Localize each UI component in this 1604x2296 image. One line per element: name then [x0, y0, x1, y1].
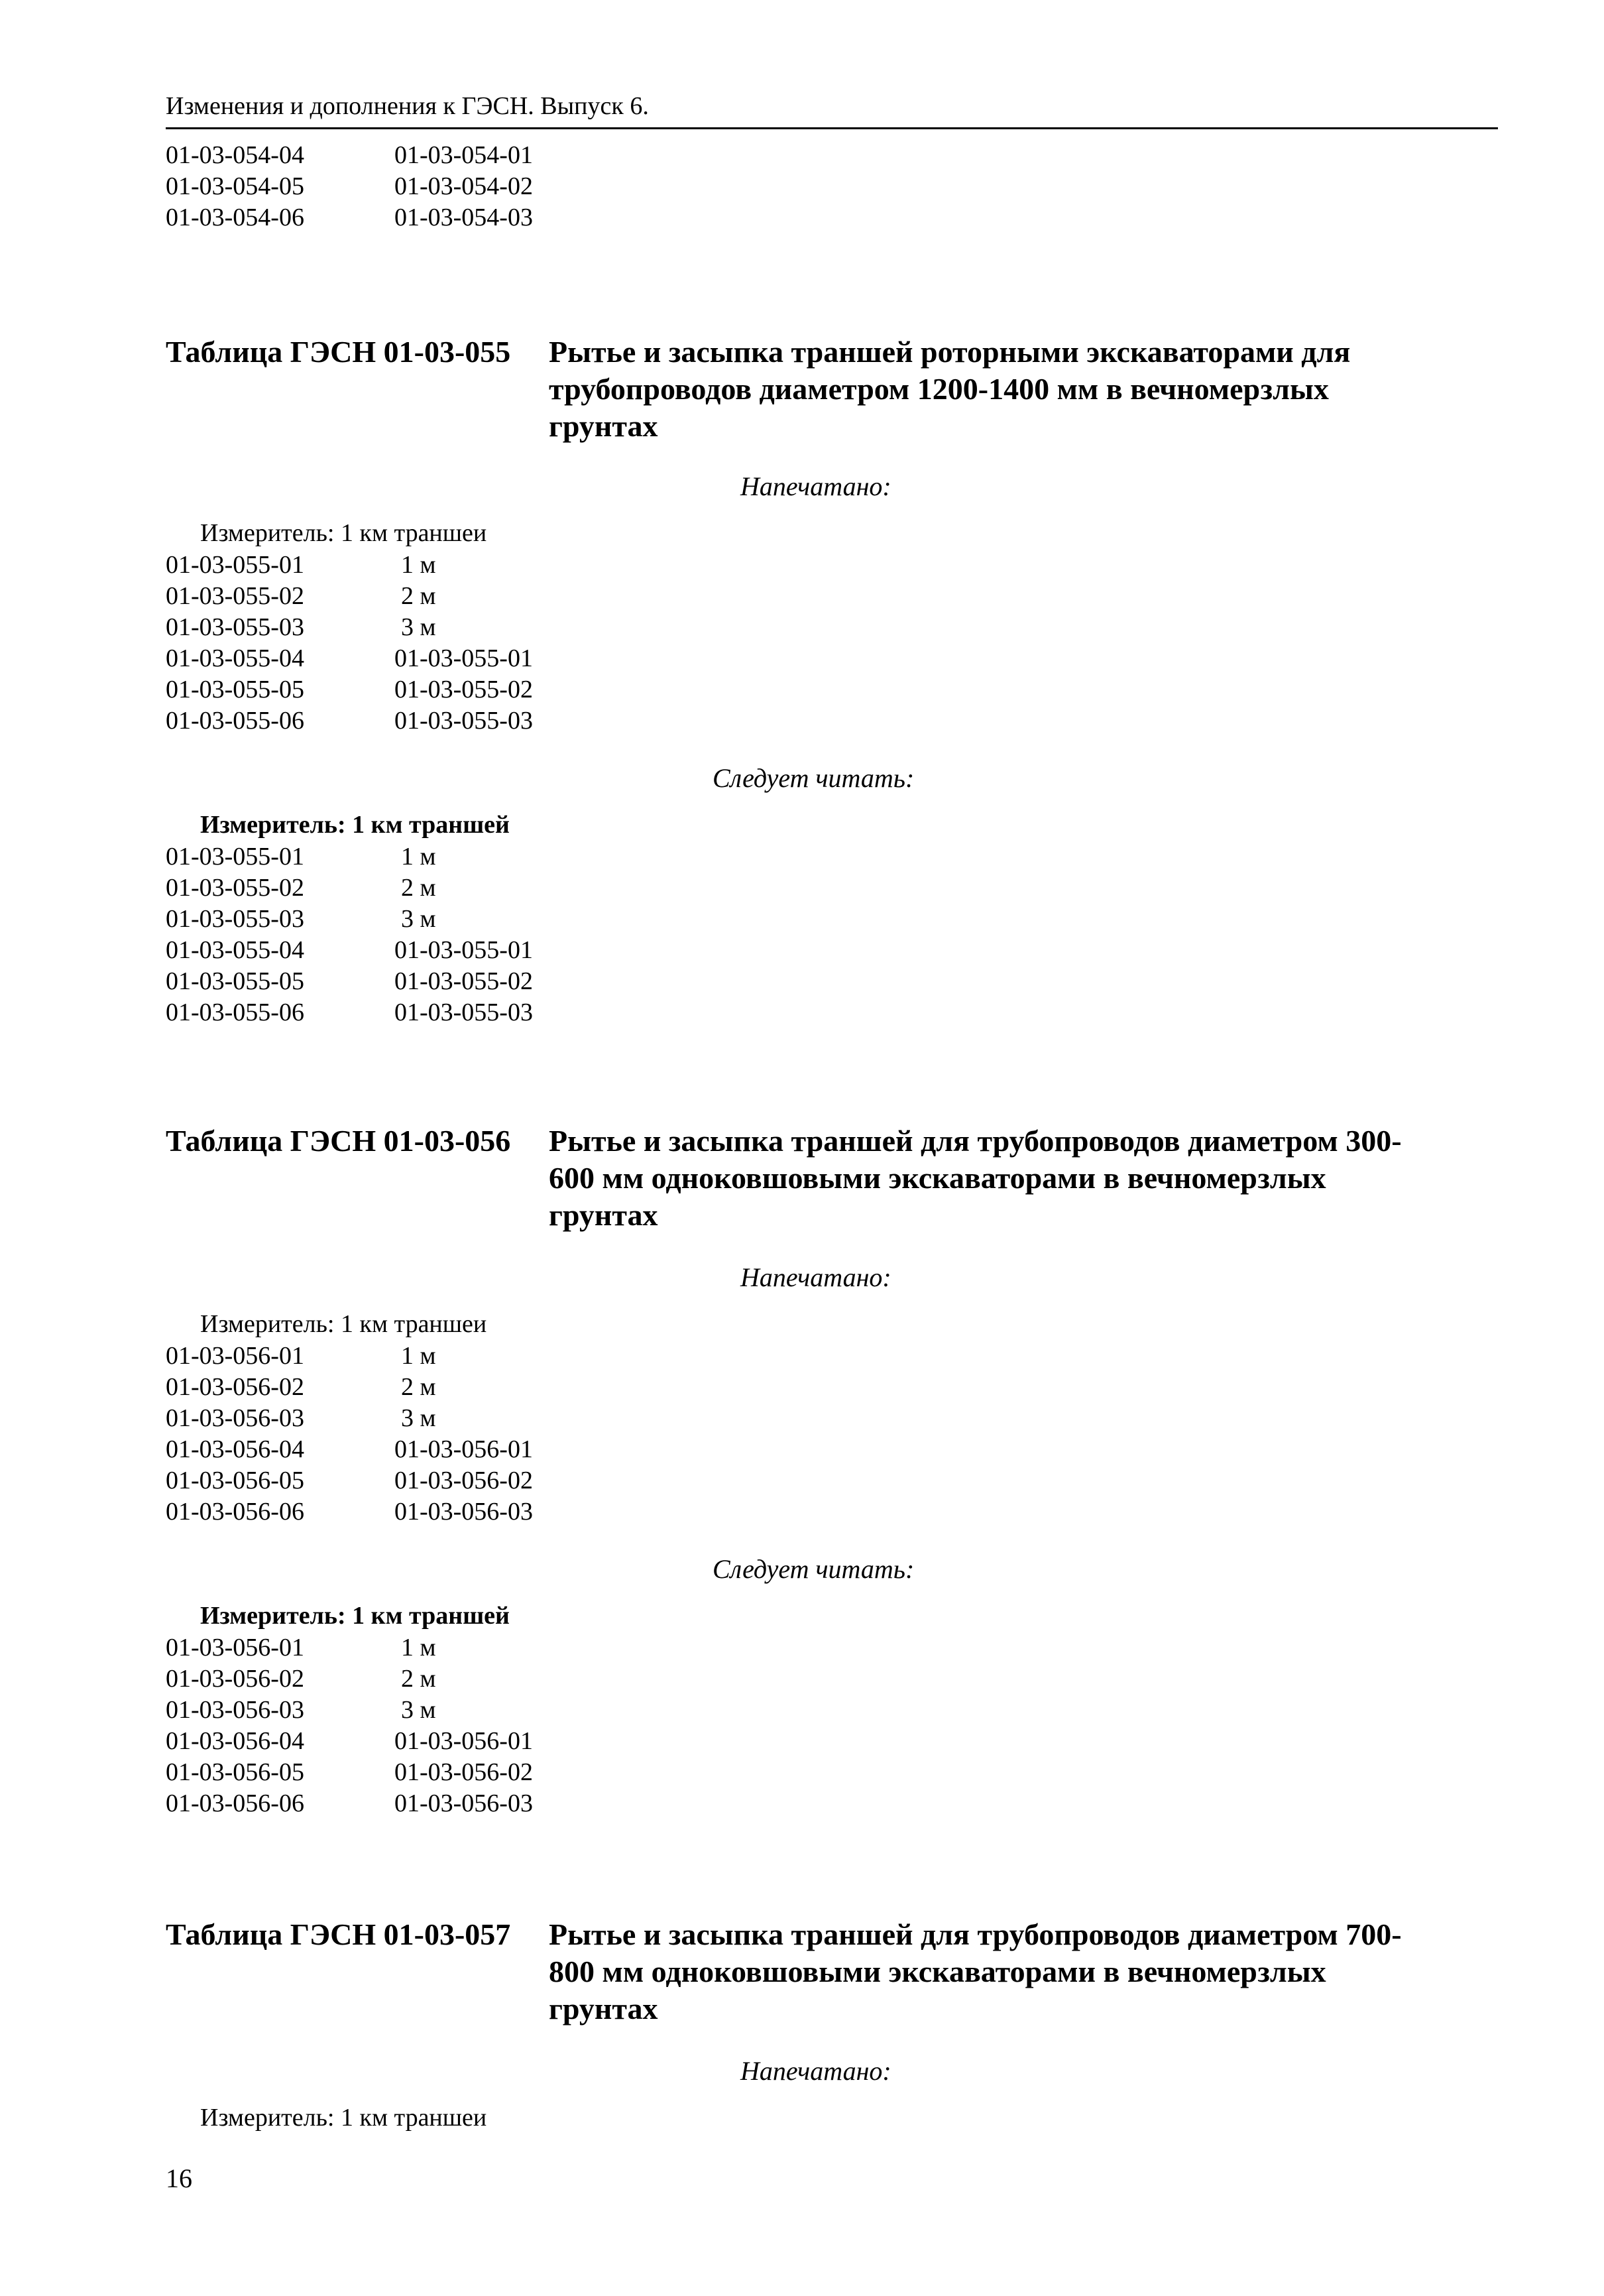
row-value: 01-03-056-03 [394, 1498, 533, 1526]
row-value: 2 м [401, 582, 436, 610]
row-value: 01-03-055-02 [394, 967, 533, 995]
row-code: 01-03-056-02 [166, 1665, 304, 1693]
printed-label: Напечатано: [740, 2056, 891, 2086]
row-value: 3 м [401, 613, 436, 641]
table-title-line: трубопроводов диаметром 1200-1400 мм в вечномерзлых [549, 372, 1329, 406]
row-value: 2 м [401, 874, 436, 902]
row-code: 01-03-055-04 [166, 644, 304, 672]
row-value: 01-03-054-03 [394, 204, 533, 231]
header-rule [166, 127, 1498, 129]
row-code: 01-03-055-01 [166, 843, 304, 871]
row-value: 01-03-055-01 [394, 644, 533, 672]
table-title-line: Рытье и засыпка траншей для трубопроводов диаметром 300- [549, 1124, 1402, 1158]
row-value: 01-03-054-01 [394, 141, 533, 169]
row-value: 2 м [401, 1665, 436, 1693]
printed-label: Напечатано: [740, 471, 891, 501]
row-value: 01-03-056-02 [394, 1758, 533, 1786]
row-value: 01-03-055-03 [394, 707, 533, 735]
row-value: 01-03-055-03 [394, 998, 533, 1026]
row-code: 01-03-056-03 [166, 1696, 304, 1724]
row-code: 01-03-055-01 [166, 551, 304, 579]
row-value: 01-03-056-01 [394, 1435, 533, 1463]
row-code: 01-03-055-06 [166, 998, 304, 1026]
table-title-prefix: Таблица ГЭСН 01-03-057 [166, 1917, 511, 1951]
row-value: 1 м [401, 1634, 436, 1662]
table-title-056 [166, 1122, 1491, 1235]
table-title-line: 600 мм одноковшовыми экскаваторами в вечномерзлых [549, 1161, 1326, 1195]
table-title-prefix: Таблица ГЭСН 01-03-056 [166, 1124, 511, 1158]
row-code: 01-03-056-01 [166, 1634, 304, 1662]
row-code: 01-03-055-04 [166, 936, 304, 964]
row-code: 01-03-054-06 [166, 204, 304, 231]
row-value: 01-03-055-02 [394, 676, 533, 703]
read-label: Следует читать: [713, 1554, 915, 1584]
row-value: 2 м [401, 1373, 436, 1401]
row-value: 01-03-056-03 [394, 1789, 533, 1817]
row-code: 01-03-056-06 [166, 1498, 304, 1526]
table-title-prefix: Таблица ГЭСН 01-03-055 [166, 335, 511, 369]
row-code: 01-03-055-02 [166, 874, 304, 902]
row-value: 01-03-056-02 [394, 1467, 533, 1494]
row-code: 01-03-054-05 [166, 172, 304, 200]
row-value: 01-03-056-01 [394, 1727, 533, 1755]
page-number: 16 [166, 2163, 192, 2193]
row-value: 01-03-055-01 [394, 936, 533, 964]
running-header: Изменения и дополнения к ГЭСН. Выпуск 6. [166, 92, 649, 120]
table-title-line: Рытье и засыпка траншей роторными экскаваторами для [549, 335, 1351, 369]
row-value: 3 м [401, 1696, 436, 1724]
row-code: 01-03-056-03 [166, 1404, 304, 1432]
table-title-line: Рытье и засыпка траншей для трубопроводов диаметром 700- [549, 1917, 1402, 1951]
table-title-line: грунтах [549, 1198, 658, 1232]
row-code: 01-03-055-03 [166, 905, 304, 933]
row-code: 01-03-056-05 [166, 1467, 304, 1494]
row-code: 01-03-055-05 [166, 676, 304, 703]
row-value: 1 м [401, 551, 436, 579]
row-code: 01-03-056-04 [166, 1727, 304, 1755]
row-code: 01-03-055-06 [166, 707, 304, 735]
row-value: 3 м [401, 1404, 436, 1432]
row-code: 01-03-056-06 [166, 1789, 304, 1817]
row-value: 1 м [401, 1342, 436, 1370]
row-code: 01-03-056-01 [166, 1342, 304, 1370]
measure-line: Измеритель: 1 км траншей [200, 811, 510, 839]
row-code: 01-03-056-05 [166, 1758, 304, 1786]
table-title-line: грунтах [549, 1992, 658, 2025]
row-value: 01-03-054-02 [394, 172, 533, 200]
row-code: 01-03-055-03 [166, 613, 304, 641]
measure-line: Измеритель: 1 км траншей [200, 1602, 510, 1630]
row-code: 01-03-055-05 [166, 967, 304, 995]
printed-label: Напечатано: [740, 1262, 891, 1292]
measure-line: Измеритель: 1 км траншеи [200, 1310, 487, 1338]
read-label: Следует читать: [713, 763, 915, 793]
measure-line: Измеритель: 1 км траншеи [200, 2104, 487, 2132]
row-code: 01-03-056-04 [166, 1435, 304, 1463]
table-title-055 [166, 333, 1491, 446]
row-code: 01-03-054-04 [166, 141, 304, 169]
row-code: 01-03-056-02 [166, 1373, 304, 1401]
row-code: 01-03-055-02 [166, 582, 304, 610]
row-value: 3 м [401, 905, 436, 933]
measure-line: Измеритель: 1 км траншеи [200, 519, 487, 547]
row-value: 1 м [401, 843, 436, 871]
table-title-line: 800 мм одноковшовыми экскаваторами в вечномерзлых [549, 1955, 1326, 1988]
table-title-057 [166, 1916, 1491, 2029]
table-title-line: грунтах [549, 409, 658, 443]
